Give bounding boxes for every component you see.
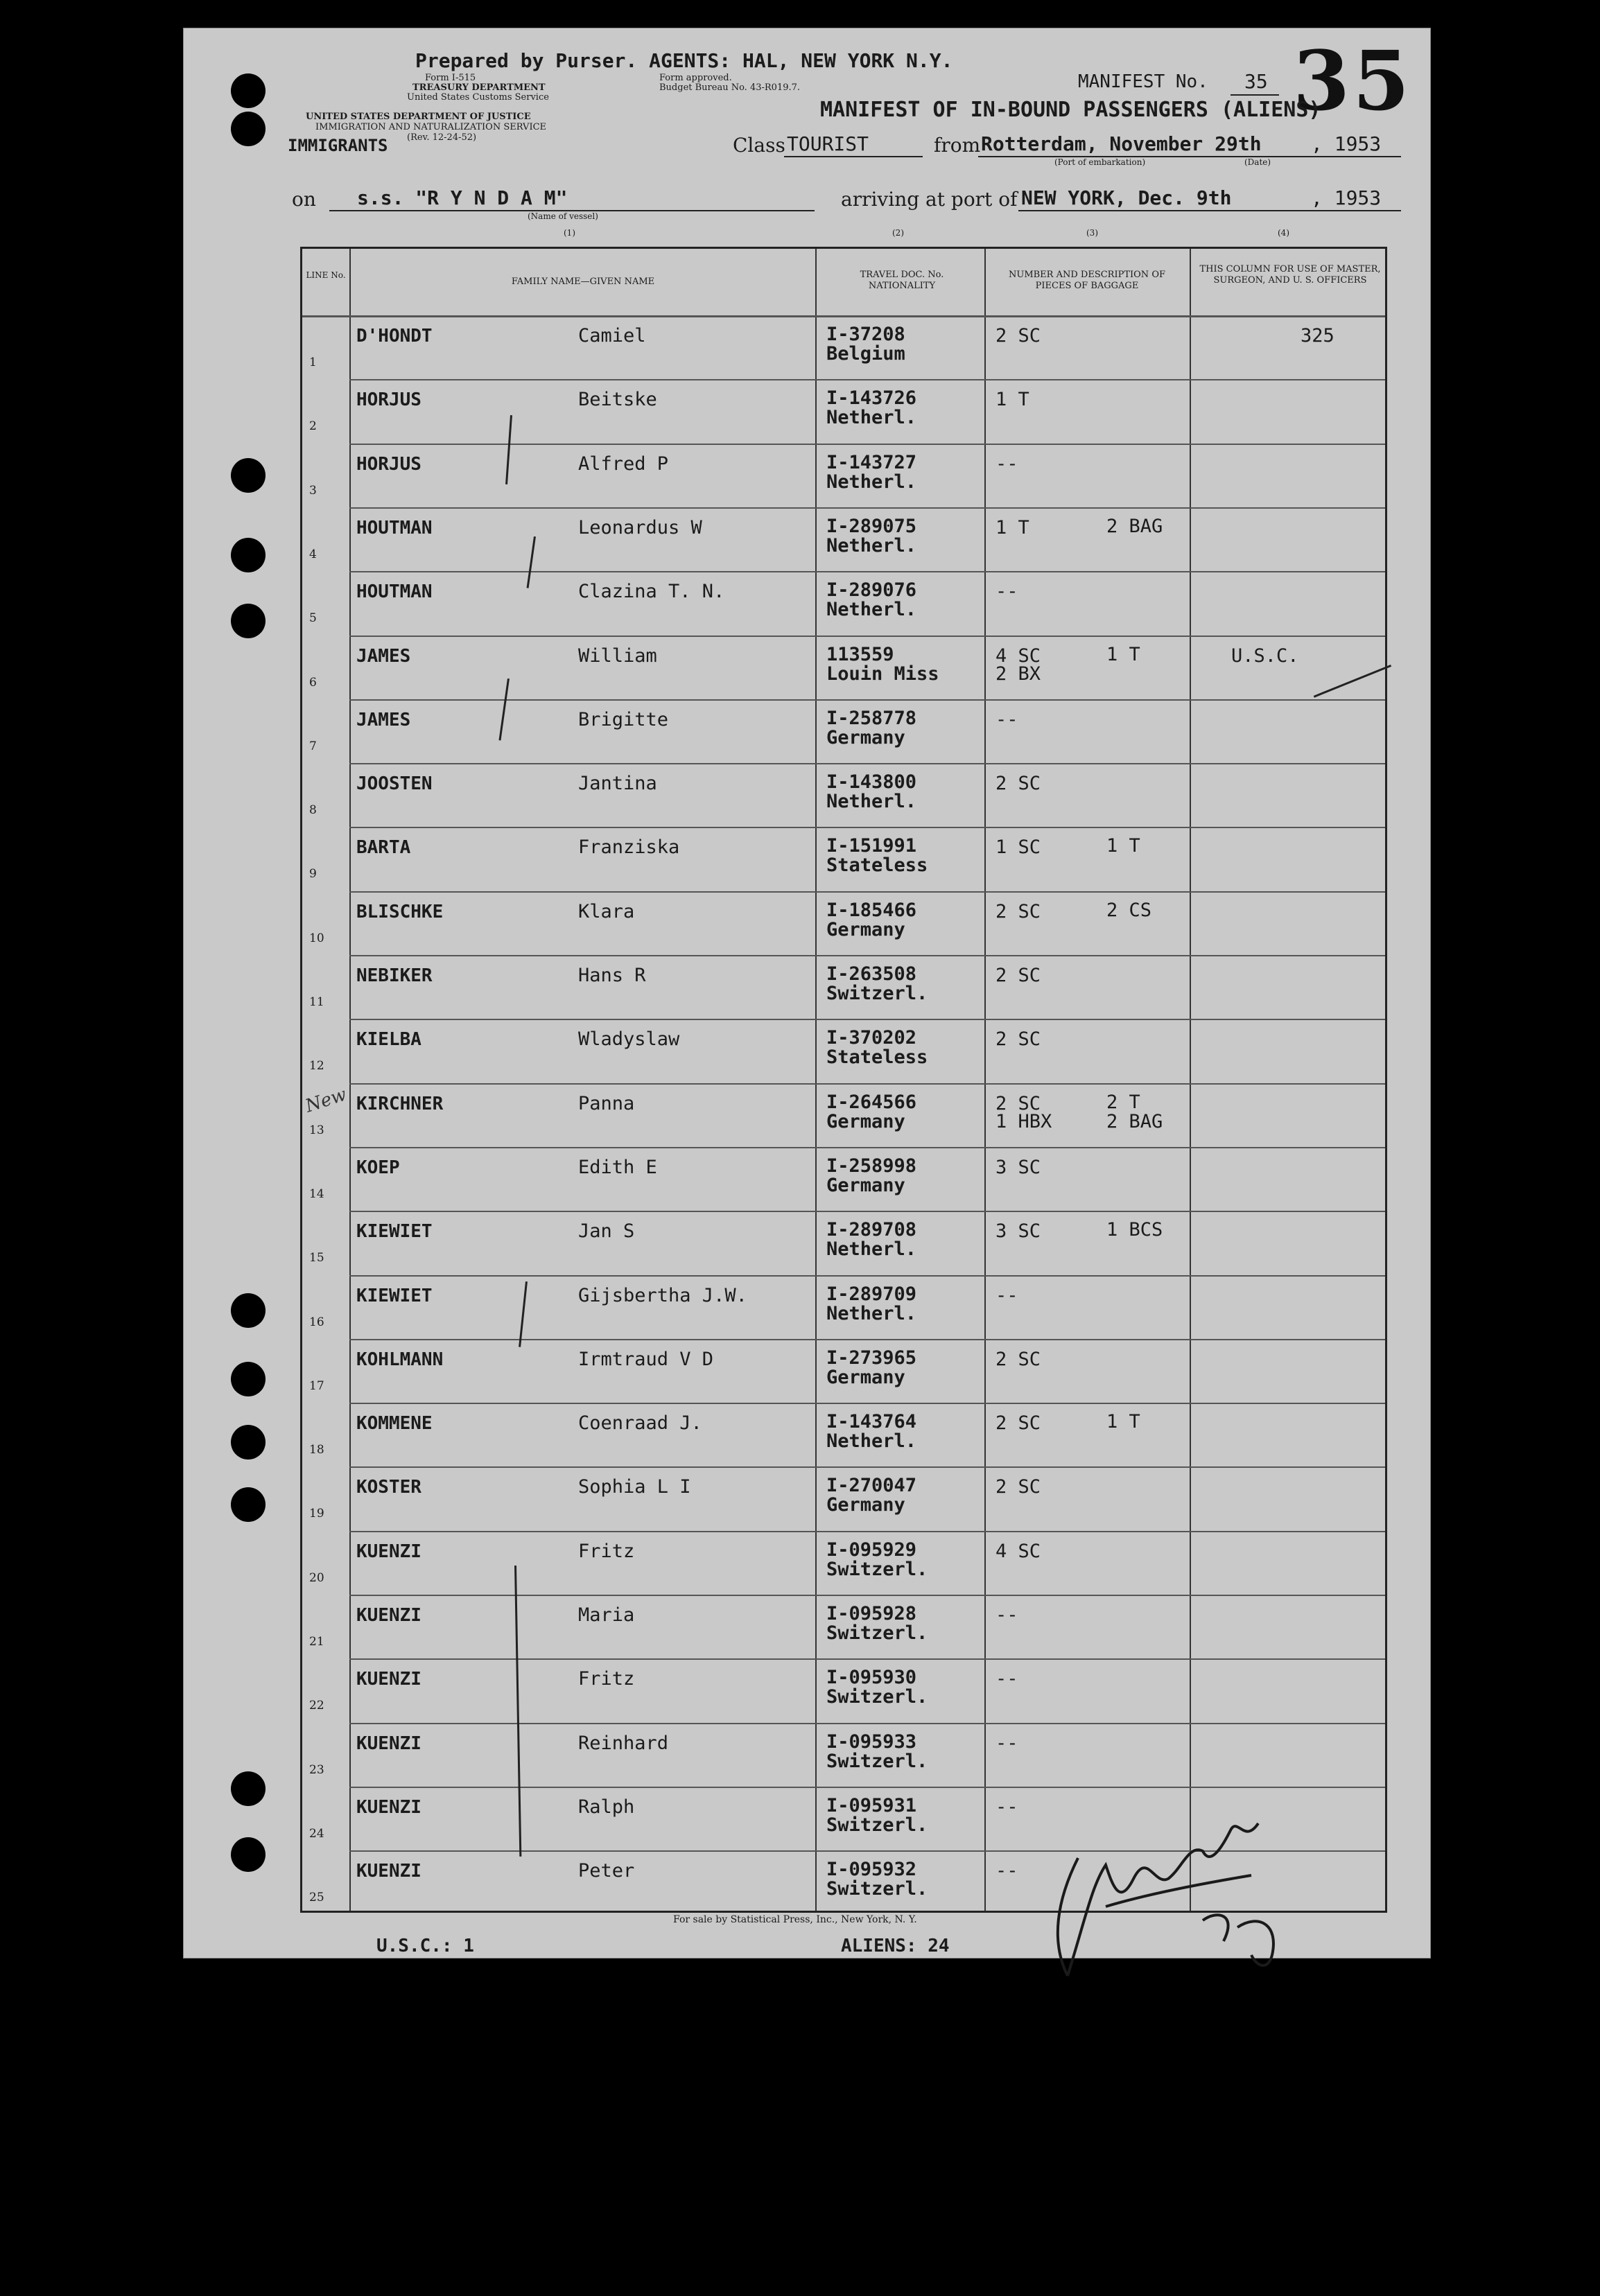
nationality: Germany [826,1174,905,1196]
given-name: Peter [578,1860,635,1882]
line-number: 1 [309,356,317,369]
travel-doc-no: I-095932 [826,1859,917,1881]
line-number: 14 [309,1186,324,1201]
travel-doc-no: I-151991 [826,835,917,857]
col-num-4: (4) [1278,228,1289,238]
budget-bureau: Budget Bureau No. 43-R019.7. [659,82,801,93]
family-name: HOUTMAN [356,581,433,603]
row-divider [349,891,1385,893]
line-number: 15 [309,1251,324,1265]
family-name: KIELBA [356,1029,421,1051]
baggage-secondary: 1 T [1106,835,1140,857]
given-name: Coenraad J. [578,1412,702,1435]
row-divider [349,1339,1385,1340]
from-year: , 1953 [1311,132,1382,155]
given-name: William [578,645,657,667]
family-name: KUENZI [356,1605,421,1626]
family-name: KOHLMANN [356,1349,444,1370]
col-divider [349,249,351,1911]
travel-doc-no: I-143800 [826,771,917,794]
nationality: Switzerl. [826,1558,928,1580]
nationality: Netherl. [826,599,917,621]
header-divider [302,315,1385,317]
handwritten-new: New [302,1084,349,1117]
officer-note: 325 [1301,325,1334,347]
baggage-primary: 2 SC [995,900,1041,922]
row-divider [349,827,1385,828]
travel-doc-no: I-37208 [826,324,905,345]
baggage-primary: -- [995,1284,1018,1306]
arriving-label: arriving at port of [841,188,1018,211]
travel-doc-no: I-095929 [826,1539,917,1561]
travel-doc-no: I-289075 [826,515,917,537]
nationality: Netherl. [826,1430,917,1453]
row-divider [349,379,1385,380]
given-name: Gijsbertha J.W. [578,1284,747,1306]
baggage-primary-2: 1 HBX [995,1110,1052,1132]
date-caption: (Date) [1244,157,1271,167]
given-name: Alfred P [578,453,669,475]
given-name: Brigitte [578,708,669,730]
col-head-baggage: NUMBER AND DESCRIPTION OF PIECES OF BAGGAGE [1008,270,1165,291]
prepared-by: Prepared by Purser. AGENTS: HAL, NEW YORK N.Y. [415,49,953,72]
given-name: Klara [578,900,635,922]
family-name: HOUTMAN [356,517,433,538]
printer-note: For sale by Statistical Press, Inc., New York, N. Y. [673,1914,917,1925]
given-name: Edith E [578,1156,657,1178]
customs-service: United States Customs Service [407,92,549,103]
punch-hole [231,604,266,638]
line-number: 21 [309,1635,324,1649]
given-name: Irmtraud V D [578,1348,714,1370]
check-mark [514,1566,521,1857]
family-name: KUENZI [356,1733,421,1754]
row-divider [349,444,1385,445]
nationality: Netherl. [826,1238,917,1261]
family-name: KIEWIET [356,1221,433,1243]
given-name: Sophia L I [578,1476,691,1498]
given-name: Jan S [578,1220,635,1243]
treasury-dept: TREASURY DEPARTMENT [412,82,546,93]
baggage-primary: -- [995,1796,1018,1818]
baggage-primary: 3 SC [995,1156,1041,1178]
line-number: 17 [309,1378,324,1393]
punch-hole [231,112,266,146]
baggage-primary: 1 T [995,389,1029,411]
given-name: Clazina T. N. [578,581,725,603]
baggage-secondary: 2 CS [1106,899,1152,921]
from-underline [978,156,1401,157]
check-mark [1314,665,1391,698]
immigrants-label: IMMIGRANTS [288,136,388,155]
check-mark [519,1281,528,1347]
punch-hole [231,538,266,572]
family-name: KIEWIET [356,1285,433,1306]
nationality: Netherl. [826,534,917,557]
family-name: KOMMENE [356,1413,433,1435]
punch-hole [231,1771,266,1806]
given-name: Fritz [578,1540,635,1562]
row-divider [349,1019,1385,1020]
baggage-primary: 2 SC [995,325,1041,347]
travel-doc-no: I-095928 [826,1603,917,1624]
arriving-year: , 1953 [1311,186,1382,209]
baggage-secondary: 1 T [1106,643,1140,665]
given-name: Hans R [578,965,646,986]
row-divider [349,507,1385,509]
line-number: 22 [309,1699,324,1713]
baggage-primary: 2 SC [995,1476,1041,1498]
nationality: Stateless [826,1046,928,1069]
travel-doc-no: I-095930 [826,1667,917,1689]
baggage-primary: 2 SC [995,1028,1041,1051]
row-divider [349,1275,1385,1277]
baggage-primary: -- [995,708,1018,730]
family-name: JOOSTEN [356,773,433,795]
punch-hole [231,1362,266,1396]
row-divider [349,1723,1385,1724]
baggage-primary: 2 SC [995,1348,1041,1370]
given-name: Jantina [578,773,657,795]
travel-doc-no: 113559 [826,643,894,665]
baggage-primary: -- [995,1732,1018,1754]
usc-total: U.S.C.: 1 [376,1936,474,1956]
punch-hole [231,1487,266,1522]
line-number: 25 [309,1891,324,1905]
nationality: Netherl. [826,791,917,813]
line-number: 8 [309,803,317,818]
nationality: Germany [826,726,905,748]
nationality: Belgium [826,343,905,365]
travel-doc-no: I-258778 [826,707,917,729]
given-name: Reinhard [578,1732,669,1754]
revision: (Rev. 12-24-52) [407,132,477,143]
family-name: BARTA [356,837,411,859]
travel-doc-no: I-264566 [826,1091,917,1113]
punch-hole [231,1425,266,1460]
manifest-number-stamp: 35 [1293,33,1413,129]
form-approved: Form approved. [659,73,732,83]
manifest-label: MANIFEST No. [1078,71,1208,92]
from-label: from [934,134,981,157]
vessel-caption: (Name of vessel) [528,211,598,221]
baggage-primary: -- [995,1668,1018,1690]
nationality: Switzerl. [826,1750,928,1772]
col-head-doc: TRAVEL DOC. No. NATIONALITY [860,270,944,291]
col-divider [815,249,817,1911]
baggage-secondary: 2 BAG [1106,515,1163,537]
class-label: Class [733,134,785,157]
given-name: Fritz [578,1668,635,1690]
travel-doc-no: I-095931 [826,1794,917,1816]
travel-doc-no: I-095933 [826,1730,917,1753]
col-divider [984,249,986,1911]
line-number: 18 [309,1443,324,1457]
family-name: KOSTER [356,1477,421,1498]
manifest-sheet [183,28,1431,1958]
row-divider [349,955,1385,956]
from-value: Rotterdam, November 29th [981,132,1262,155]
form-number: Form I-515 [425,73,476,83]
port-caption: (Port of embarkation) [1054,157,1146,167]
travel-doc-no: I-289076 [826,579,917,602]
nationality: Netherl. [826,471,917,493]
baggage-primary-2: 2 BX [995,663,1041,685]
class-value: TOURIST [787,132,869,155]
punch-hole [231,458,266,493]
travel-doc-no: I-143726 [826,387,917,410]
aliens-total: ALIENS: 24 [841,1936,950,1956]
manifest-number-underline [1231,94,1279,96]
baggage-primary: 2 SC [995,773,1041,795]
justice-dept: UNITED STATES DEPARTMENT OF JUSTICE [306,112,531,122]
row-divider [349,1147,1385,1148]
travel-doc-no: I-258998 [826,1155,917,1177]
nationality: Switzerl. [826,1622,928,1644]
col-head-officers: THIS COLUMN FOR USE OF MASTER, SURGEON, AND U. S. OFFICERS [1199,264,1381,286]
nationality: Louin Miss [826,663,939,685]
col-num-3: (3) [1086,228,1098,238]
baggage-primary: 3 SC [995,1220,1041,1243]
baggage-primary: 2 SC [995,1412,1041,1435]
line-number: 6 [309,675,317,690]
col-num-1: (1) [564,228,575,238]
given-name: Ralph [578,1796,635,1818]
travel-doc-no: I-289708 [826,1219,917,1241]
given-name: Franziska [578,836,680,859]
nationality: Switzerl. [826,1814,928,1836]
baggage-primary: 1 SC [995,836,1041,859]
given-name: Beitske [578,389,657,411]
family-name: KUENZI [356,1796,421,1818]
family-name: BLISCHKE [356,901,444,922]
baggage-primary: 4 SC [995,645,1041,667]
family-name: KUENZI [356,1861,421,1882]
nationality: Switzerl. [826,983,928,1004]
arriving-underline [1018,210,1401,211]
family-name: KIRCHNER [356,1093,444,1114]
punch-hole [231,1837,266,1872]
nationality: Netherl. [826,1302,917,1324]
punch-hole [231,73,266,108]
travel-doc-no: I-273965 [826,1347,917,1369]
family-name: HORJUS [356,389,421,411]
manifest-number-typed: 35 [1244,70,1268,93]
travel-doc-no: I-370202 [826,1027,917,1049]
family-name: JAMES [356,709,411,730]
given-name: Leonardus W [578,516,702,538]
baggage-primary: -- [995,453,1018,475]
line-number: 16 [309,1315,324,1329]
manifest-title: MANIFEST OF IN-BOUND PASSENGERS (ALIENS) [820,98,1321,122]
family-name: JAMES [356,645,411,667]
given-name: Maria [578,1604,635,1626]
given-name: Wladyslaw [578,1028,680,1051]
row-divider [349,763,1385,764]
line-number: 12 [309,1059,324,1073]
baggage-secondary: 1 BCS [1106,1219,1163,1241]
baggage-primary: -- [995,581,1018,603]
nationality: Germany [826,1494,905,1516]
col-head-name: FAMILY NAME—GIVEN NAME [511,277,655,287]
row-divider [349,1595,1385,1596]
row-divider [349,1466,1385,1468]
baggage-secondary-2: 2 BAG [1106,1110,1163,1132]
row-divider [349,636,1385,637]
row-divider [349,1083,1385,1085]
row-divider [349,1403,1385,1404]
line-number: 2 [309,419,317,434]
baggage-primary: 1 T [995,516,1029,538]
ins: IMMIGRATION AND NATURALIZATION SERVICE [315,122,547,132]
row-divider [349,1658,1385,1660]
baggage-primary: -- [995,1860,1018,1882]
travel-doc-no: I-185466 [826,899,917,921]
nationality: Switzerl. [826,1878,928,1900]
check-mark [527,536,536,588]
line-number: 23 [309,1762,324,1777]
line-number: 11 [309,995,324,1009]
line-number: 3 [309,483,317,498]
row-divider [349,571,1385,572]
nationality: Stateless [826,855,928,877]
family-name: KUENZI [356,1669,421,1690]
baggage-primary: 4 SC [995,1540,1041,1562]
line-number: 10 [309,931,324,945]
nationality: Switzerl. [826,1686,928,1708]
baggage-primary: -- [995,1604,1018,1626]
family-name: KUENZI [356,1541,421,1562]
baggage-primary: 2 SC [995,965,1041,986]
line-number: 9 [309,867,317,882]
col-head-line: LINE No. [306,270,346,280]
family-name: KOEP [356,1157,400,1178]
col-divider [1190,249,1191,1911]
line-number: 24 [309,1826,324,1841]
baggage-secondary: 1 T [1106,1411,1140,1433]
on-label: on [292,188,316,211]
check-mark [505,415,512,484]
punch-hole [231,1293,266,1328]
line-number: 5 [309,611,317,626]
passenger-table [300,247,1387,1913]
baggage-secondary: 2 T [1106,1091,1140,1113]
nationality: Germany [826,1366,905,1388]
travel-doc-no: I-263508 [826,963,917,985]
nationality: Germany [826,1110,905,1132]
officer-note: U.S.C. [1231,645,1299,667]
vessel-name: s.s. "R Y N D A M" [357,186,568,209]
col-num-2: (2) [892,228,904,238]
family-name: HORJUS [356,453,421,475]
nationality: Germany [826,918,905,940]
travel-doc-no: I-289709 [826,1283,917,1305]
line-number: 19 [309,1507,324,1521]
line-number: 13 [309,1123,324,1137]
line-number: 20 [309,1570,324,1585]
class-underline [784,156,923,157]
row-divider [349,1531,1385,1532]
travel-doc-no: I-143764 [826,1411,917,1433]
family-name: NEBIKER [356,965,433,986]
arriving-value: NEW YORK, Dec. 9th [1021,186,1232,209]
nationality: Netherl. [826,407,917,429]
line-number: 4 [309,547,317,561]
travel-doc-no: I-143727 [826,451,917,473]
row-divider [349,1211,1385,1212]
given-name: Camiel [578,325,646,347]
officer-signature [1029,1747,1307,1997]
check-mark [498,678,509,741]
baggage-primary: 2 SC [995,1092,1041,1114]
travel-doc-no: I-270047 [826,1475,917,1497]
given-name: Panna [578,1092,635,1114]
family-name: D'HONDT [356,326,433,347]
line-number: 7 [309,739,317,753]
